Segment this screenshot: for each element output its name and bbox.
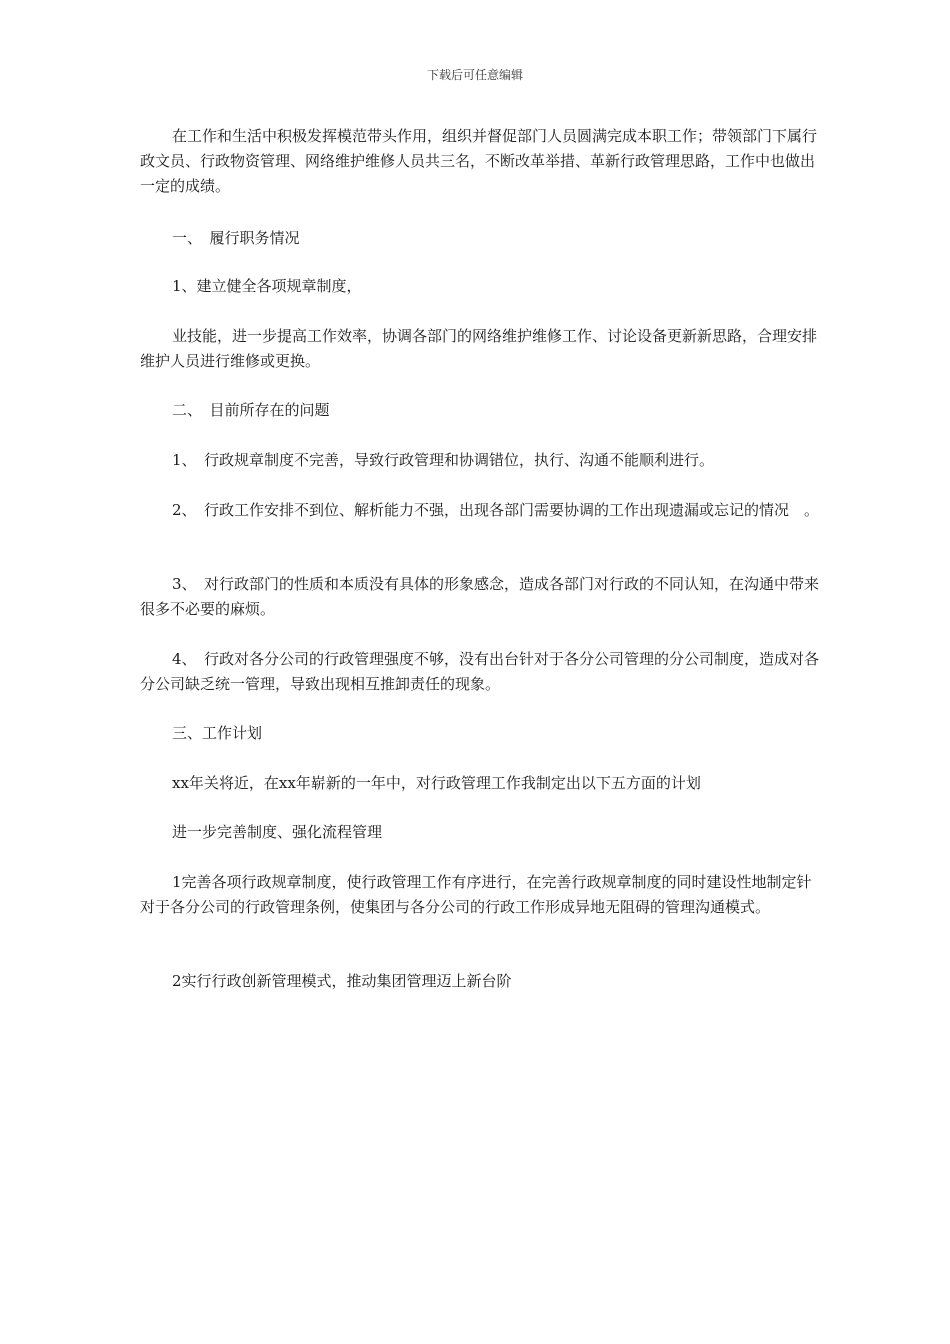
item-text: 1完善各项行政规章制度，使行政管理工作有序进行，在完善行政规章制度的同时建设性地制定针对于各分公司的行政管理条例，使集团与各分公司的行政工作形成异地无阻碍的管理沟通模式。 — [140, 873, 812, 916]
paragraph-1 — [140, 124, 826, 199]
section-heading-1 — [140, 226, 826, 251]
item-2-3 — [140, 572, 826, 622]
paragraph-text: xx年关将近，在xx年崭新的一年中，对行政管理工作我制定出以下五方面的计划 — [172, 774, 701, 792]
plan-item-2 — [140, 969, 826, 994]
item-text: 4、 行政对各分公司的行政管理强度不够，没有出台针对于各分公司管理的分公司制度，造成对各分公司缺乏统一管理，导致出现相互推卸责任的现象。 — [140, 650, 820, 693]
page-header: 下载后可任意编辑 — [426, 68, 523, 82]
section-heading-2 — [140, 398, 826, 423]
paragraph-3 — [140, 771, 826, 796]
item-text: 2、 行政工作安排不到位、解析能力不强，出现各部门需要协调的工作出现遗漏或忘记的情况 。 — [172, 501, 820, 519]
item-2-2 — [140, 498, 826, 523]
item-2-4 — [140, 647, 826, 697]
item-text: 1、建立健全各项规章制度， — [172, 277, 362, 295]
item-1-1 — [140, 274, 826, 299]
paragraph-text: 进一步完善制度、强化流程管理 — [172, 823, 383, 841]
paragraph-text: 在工作和生活中积极发挥模范带头作用，组织并督促部门人员圆满完成本职工作；带领部门下属行政文员、行政物资管理、网络维护维修人员共三名，不断改革举措、革新行政管理思路，工作中也做出一定的成绩。 — [140, 127, 818, 195]
paragraph-text: 业技能，进一步提高工作效率，协调各部门的网络维护维修工作、讨论设备更新新思路，合理安排维护人员进行维修或更换。 — [140, 327, 818, 370]
item-2-1 — [140, 448, 826, 473]
plan-item-1 — [140, 870, 826, 920]
heading-text: 二、 目前所存在的问题 — [172, 401, 330, 419]
heading-text: 三、工作计划 — [172, 724, 263, 742]
item-text: 3、 对行政部门的性质和本质没有具体的形象感念，造成各部门对行政的不同认知，在沟通中带来很多不必要的麻烦。 — [140, 575, 820, 618]
paragraph-2 — [140, 324, 826, 374]
item-text: 2实行行政创新管理模式，推动集团管理迈上新台阶 — [172, 972, 512, 990]
item-text: 1、 行政规章制度不完善，导致行政管理和协调错位，执行、沟通不能顺利进行。 — [172, 451, 715, 469]
paragraph-4 — [140, 820, 826, 845]
section-heading-3 — [140, 721, 826, 746]
heading-text: 一、 履行职务情况 — [172, 229, 300, 247]
